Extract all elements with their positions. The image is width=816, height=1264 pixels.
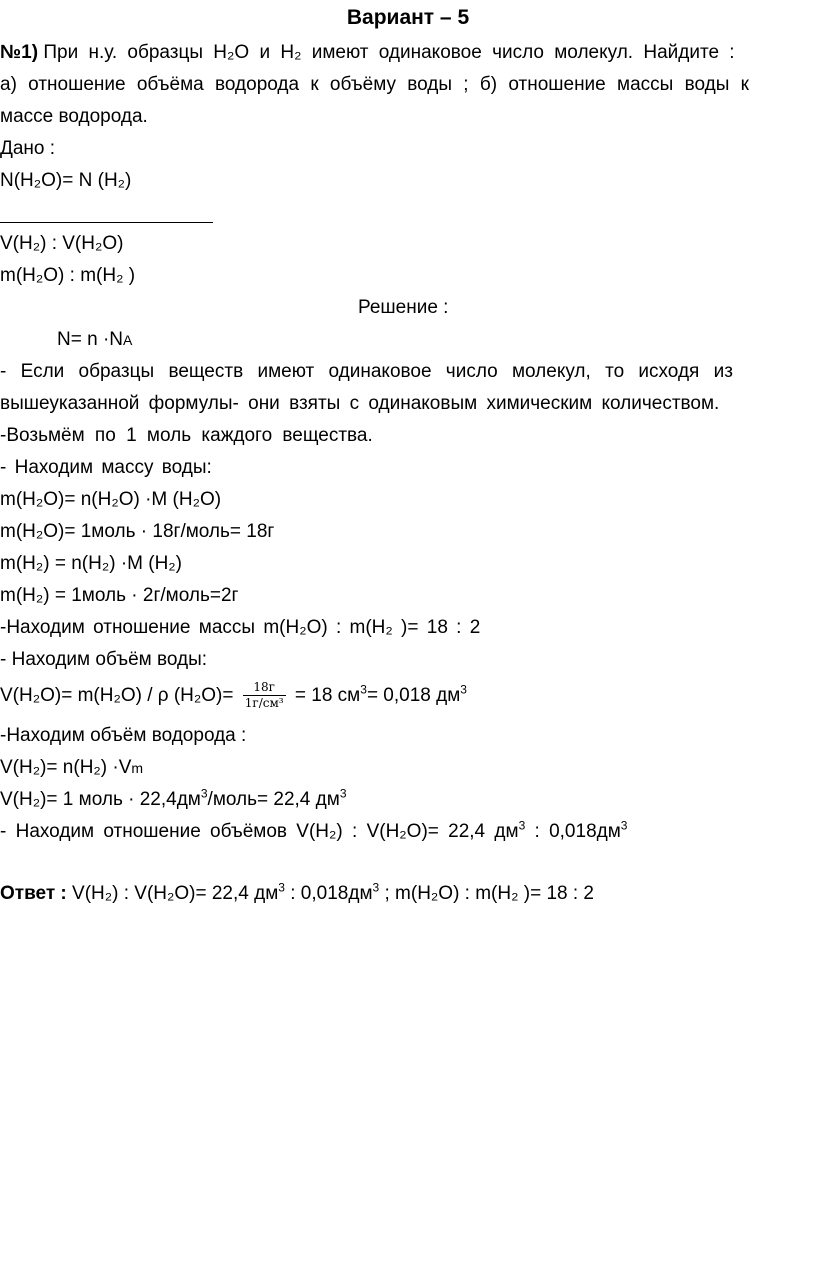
problem-number: №1) bbox=[0, 42, 39, 63]
paragraph-7-sup: 3 bbox=[518, 818, 526, 833]
density-fraction bbox=[243, 680, 286, 711]
equation-1: m(H₂O)= n(H₂O) ·M (H₂O) bbox=[0, 489, 222, 510]
answer-b: : 0,018дм bbox=[284, 883, 373, 904]
fraction-denominator: 1г/см³ bbox=[244, 696, 284, 711]
formula-subscript: A bbox=[123, 332, 133, 348]
solution-paragraph-4: -Находим отношение массы m(H₂O) : m(H₂ )= 18 : 2 bbox=[0, 617, 481, 638]
solution-paragraph-6: -Находим объём водорода : bbox=[0, 725, 247, 746]
given-label: Дано : bbox=[0, 138, 56, 159]
answer-line bbox=[0, 882, 594, 906]
answer-label: Ответ : bbox=[0, 883, 67, 904]
answer-a: V(H₂) : V(H₂O)= 22,4 дм bbox=[66, 883, 279, 904]
paragraph-7-a: - Находим отношение объёмов V(H₂) : V(H₂O)= 22,4 дм bbox=[0, 821, 519, 842]
problem-line-3: массе водорода. bbox=[0, 106, 148, 127]
equation-5 bbox=[0, 676, 467, 716]
solution-label: Решение : bbox=[358, 297, 449, 318]
solution-paragraph-2: -Возьмём по 1 моль каждого вещества. bbox=[0, 425, 373, 446]
paragraph-7-sup2: 3 bbox=[620, 818, 628, 833]
answer-sup2: 3 bbox=[372, 880, 380, 895]
cube-superscript: 3 bbox=[360, 682, 367, 697]
equation-7-a: V(H₂)= 1 моль · 22,4дм bbox=[0, 789, 201, 810]
equation-7-sup: 3 bbox=[200, 786, 208, 801]
equation-6 bbox=[0, 756, 143, 780]
paragraph-7-b: : 0,018дм bbox=[525, 821, 621, 842]
equation-4: m(H₂) = 1моль · 2г/моль=2г bbox=[0, 585, 239, 606]
formula-main: N= n ·N bbox=[57, 329, 123, 350]
page-title: Вариант – 5 bbox=[346, 6, 470, 29]
problem-text-1: При н.у. образцы H₂O и H₂ имеют одинаковое число молекул. Найдите : bbox=[43, 42, 735, 63]
answer-c: ; m(H₂O) : m(H₂ )= 18 : 2 bbox=[379, 883, 595, 904]
equation-6-main: V(H₂)= n(H₂) ·V bbox=[0, 757, 132, 778]
solution-paragraph-1a: - Если образцы веществ имеют одинаковое число молекул, то исходя из bbox=[0, 361, 733, 382]
fraction-numerator: 18г bbox=[253, 680, 275, 695]
given-divider bbox=[0, 222, 213, 223]
cube-superscript-2: 3 bbox=[460, 682, 467, 697]
equation-7-b: /моль= 22,4 дм bbox=[207, 789, 340, 810]
solution-paragraph-3: - Находим массу воды: bbox=[0, 457, 212, 478]
find-volume-ratio: V(H₂) : V(H₂O) bbox=[0, 233, 124, 254]
solution-paragraph-7 bbox=[0, 820, 627, 844]
find-mass-ratio: m(H₂O) : m(H₂ ) bbox=[0, 265, 136, 286]
problem-line-2: а) отношение объёма водорода к объёму воды ; б) отношение массы воды к bbox=[0, 74, 749, 95]
equation-5-right-a: = 18 см bbox=[294, 685, 361, 706]
solution-paragraph-1b: вышеуказанной формулы- они взяты с одинаковым химическим количеством. bbox=[0, 393, 720, 414]
equation-7 bbox=[0, 788, 347, 812]
given-condition: N(H₂O)= N (H₂) bbox=[0, 170, 132, 191]
equation-5-right-b: = 0,018 дм bbox=[366, 685, 461, 706]
equation-6-subscript: m bbox=[131, 760, 144, 776]
equation-3: m(H₂) = n(H₂) ·M (H₂) bbox=[0, 553, 183, 574]
solution-paragraph-5: - Находим объём воды: bbox=[0, 649, 208, 670]
equation-2: m(H₂O)= 1моль · 18г/моль= 18г bbox=[0, 521, 275, 542]
answer-sup: 3 bbox=[278, 880, 285, 895]
problem-line-1 bbox=[0, 41, 735, 65]
equation-7-sup2: 3 bbox=[339, 786, 347, 801]
formula-avogadro bbox=[57, 328, 132, 352]
equation-5-left: V(H₂O)= m(H₂O) / ρ (H₂O)= bbox=[0, 685, 234, 706]
